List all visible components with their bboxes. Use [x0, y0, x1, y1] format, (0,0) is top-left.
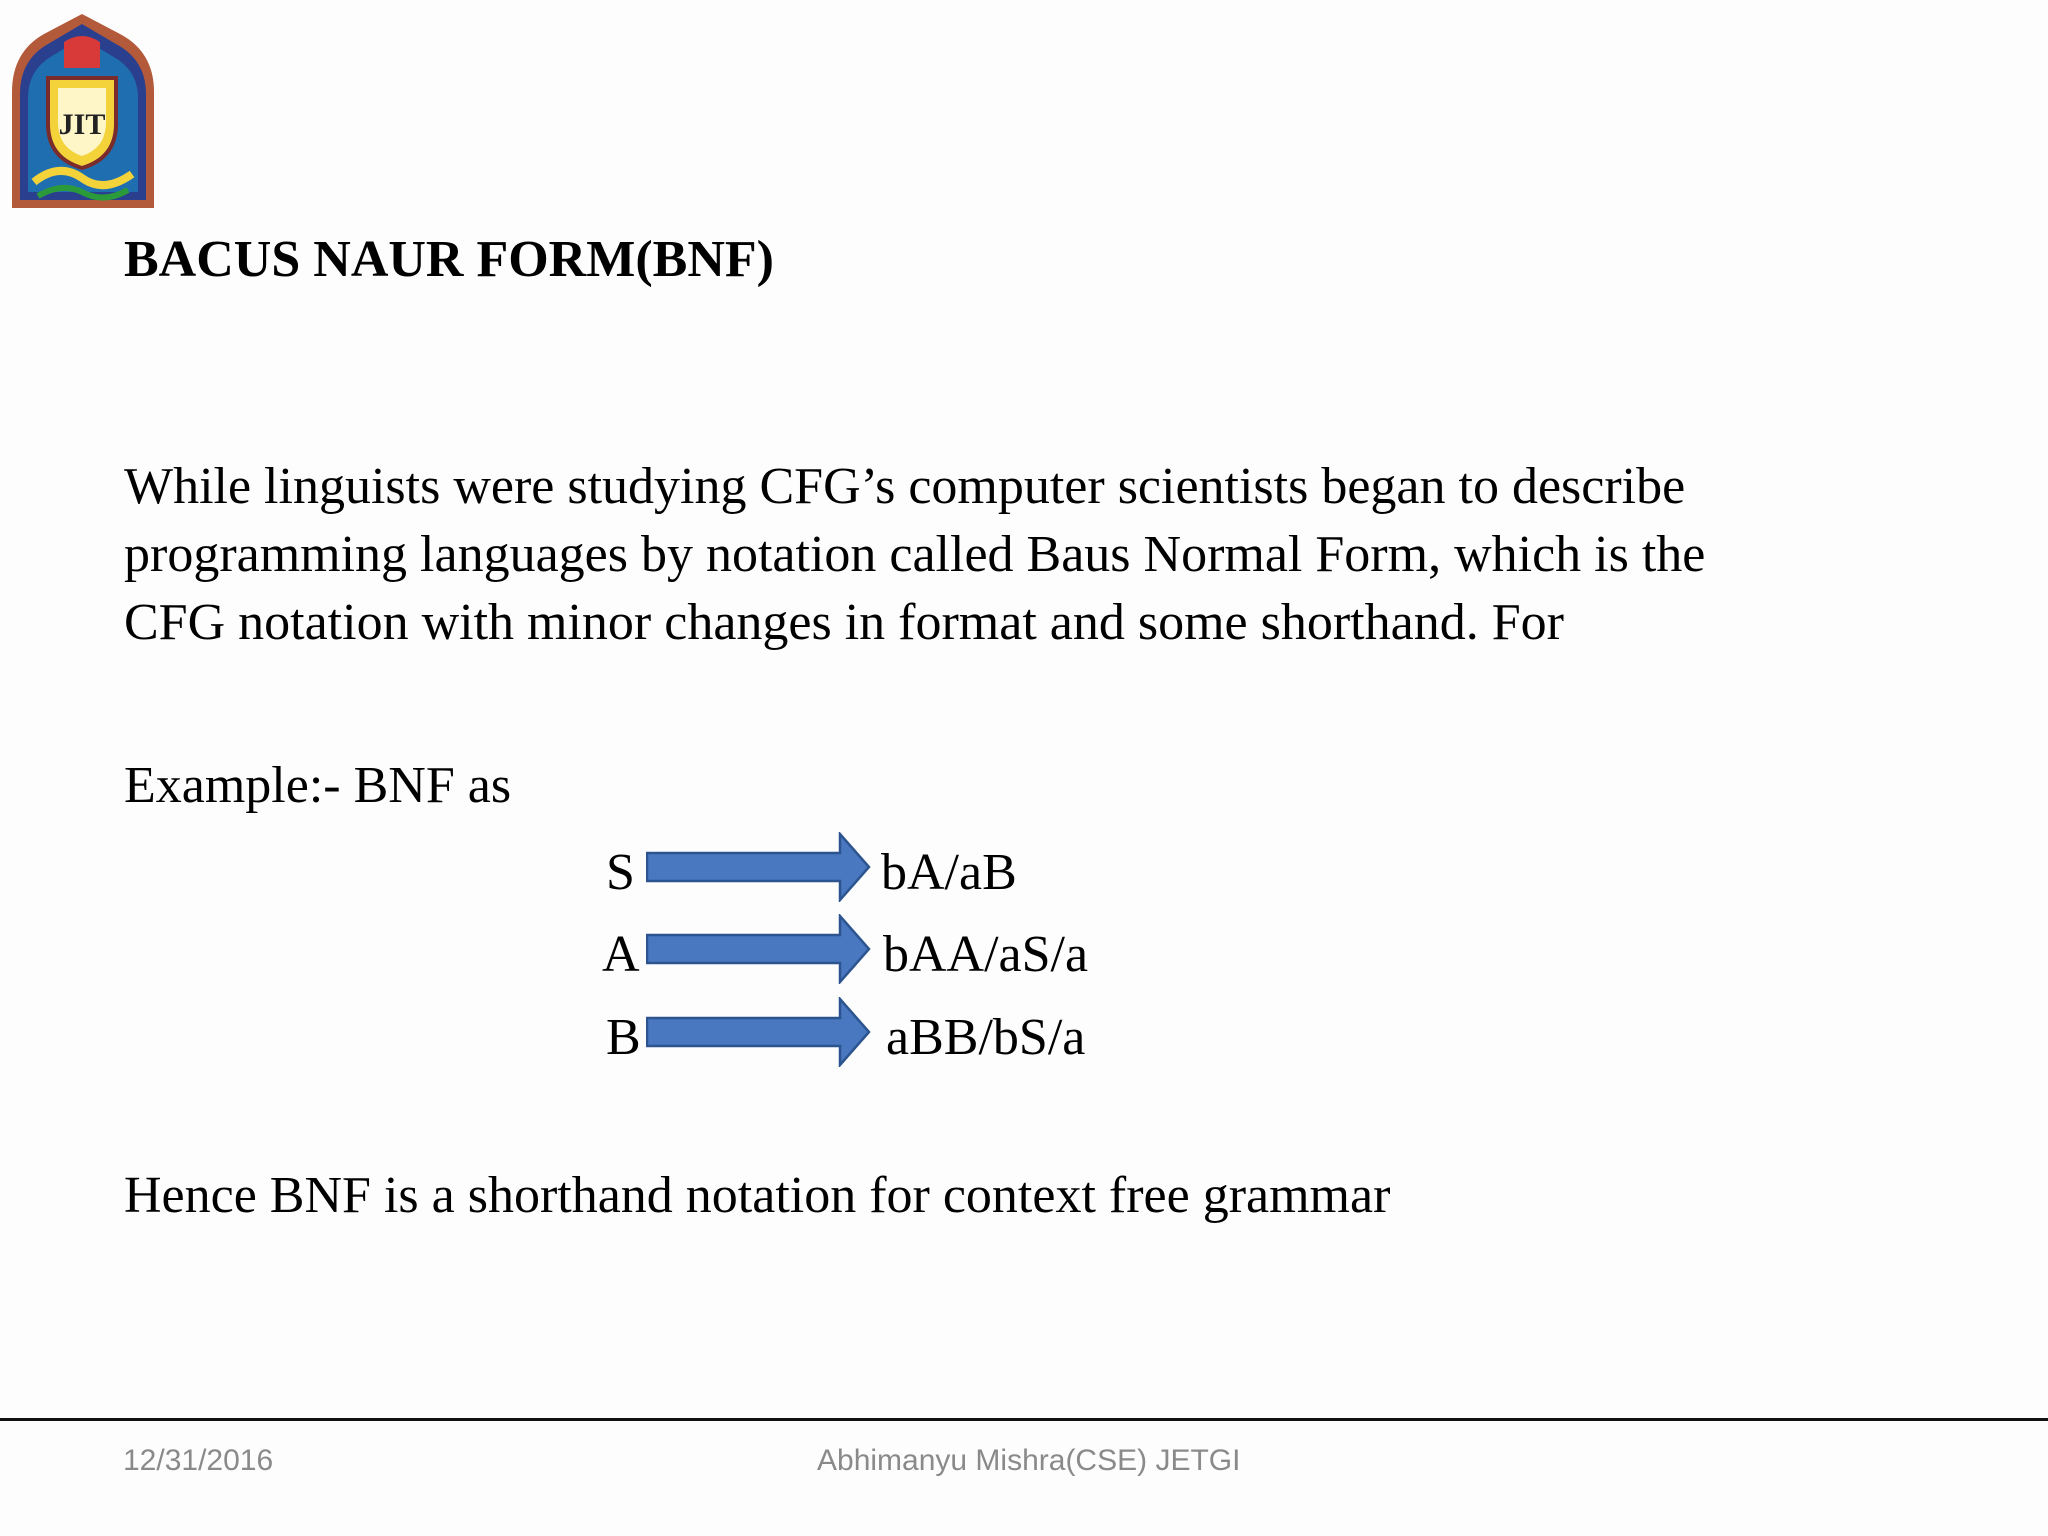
rule-rhs: bA/aB [881, 844, 1017, 901]
example-label: Example:- BNF as [124, 757, 512, 814]
footer-divider [0, 1418, 2048, 1421]
production-rule-s [0, 832, 2048, 914]
right-arrow-icon [646, 914, 872, 984]
paragraph-line: CFG notation with minor changes in format and some shorthand. For [124, 594, 1564, 651]
logo-lettering: JIT [58, 108, 106, 141]
footer-date: 12/31/2016 [123, 1444, 274, 1477]
college-logo-icon [4, 12, 161, 208]
rule-lhs: A [602, 926, 640, 983]
paragraph-line: While linguists were studying CFG’s computer scientists began to describe [124, 458, 1686, 515]
rule-rhs: bAA/aS/a [883, 926, 1089, 983]
intro-paragraph [124, 453, 1924, 657]
production-rule-b [0, 997, 2048, 1079]
rule-rhs: aBB/bS/a [886, 1009, 1086, 1066]
conclusion-text: Hence BNF is a shorthand notation for context free grammar [124, 1167, 1391, 1224]
production-rule-a [0, 914, 2048, 996]
right-arrow-icon [646, 997, 872, 1067]
slide-title: BACUS NAUR FORM(BNF) [124, 231, 774, 288]
right-arrow-icon [646, 832, 872, 902]
footer-author: Abhimanyu Mishra(CSE) JETGI [817, 1444, 1241, 1477]
rule-lhs: S [606, 844, 635, 901]
rule-lhs: B [606, 1009, 641, 1066]
paragraph-line: programming languages by notation called Baus Normal Form, which is the [124, 526, 1706, 583]
